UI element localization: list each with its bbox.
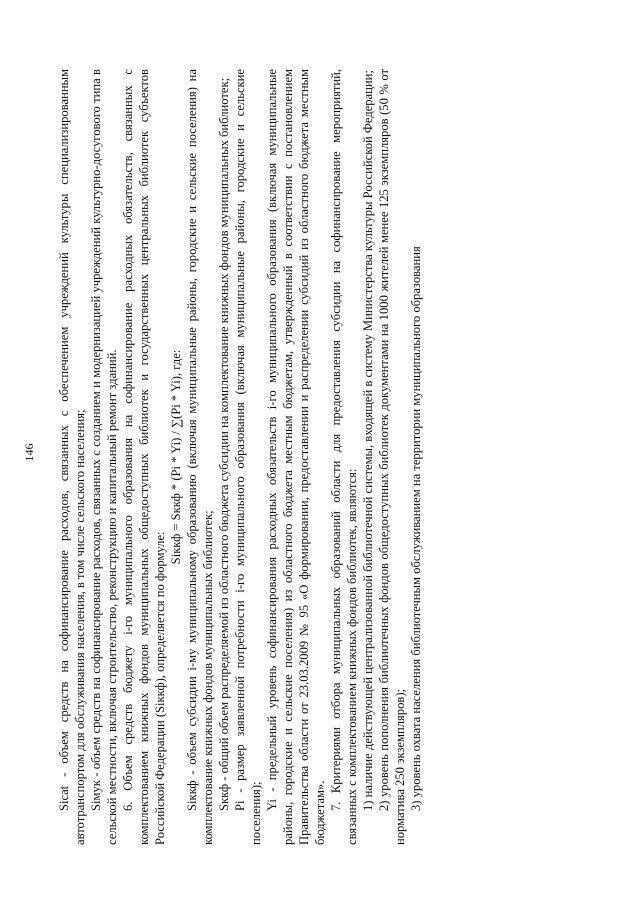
paragraph-pi-definition: Pi - размер заявленной потребности i-го муниципального образования (включая муниципальные районы, городские и сельские поселения); [233, 69, 263, 845]
criterion-3: 3) уровень охвата населения библиотечным обслуживанием на территории муниципального образования [409, 246, 423, 811]
page-number: 146 [22, 443, 36, 462]
document-body [56, 69, 424, 845]
criterion-1: 1) наличие действующей централизованной библиотечной системы, входящей в систему Министерства культуры Российской Федерации; [361, 70, 375, 811]
formula: Siккф = Sккф * (Pi * Yi) / ∑(Pi * Yi), где: [169, 349, 183, 565]
paragraph-sicat: Sicat - объем средств на софинансирование расходов, связанных с обеспечением учреждений культуры специализированным автотранспортом для обслуживания населения, в том числе сельского населения; [57, 69, 87, 845]
paragraph-skkf-definition: Sккф - общий объем распределяемой из областного бюджета субсидии на комплектование книжных фондов муниципальных библиотек; [217, 77, 231, 811]
paragraph-simuk: Siмук - объем средств на софинансирование расходов, связанных с созданием и модернизацией учреждений культурно-досугового типа в сельской местности, включая строительство, реконструкцию и капитальный ремонт зданий. [89, 69, 119, 845]
paragraph-item-6: 6. Объем средств бюджету i-го муниципального образования на софинансирование расходных обязательств, связанных с комплектованием книжных фондов муниципальных общедоступных библиотек и государственных центральных библиотек субъектов Российской Федерации (Siккф), определяется по формуле: [121, 69, 167, 845]
criterion-2: 2) уровень пополнения библиотечных фондов общедоступных библиотек документами на 1000 жителей менее 125 экземпляров (50 % от норматива 250 экземпляров); [377, 69, 407, 845]
paragraph-sikkf-definition: Siккф - объем субсидии i-му муниципальному образованию (включая муниципальные районы, городские и сельские поселения) на комплектование книжных фондов муниципальных библиотек; [185, 69, 215, 845]
paragraph-item-7: 7. Критериями отбора муниципальных образований области для предоставления субсидии на софинансирование мероприятий, связанных с комплектованием книжных фондов библиотек, являются: [329, 69, 359, 845]
paragraph-yi-definition: Yi - предельный уровень софинансирования расходных обязательств i-го муниципального образования (включая муниципальные районы, городские и сельские поселения) из областного бюджета местным бюджетам, утвержденный в соответствии с постановлением Правительства области от 23.03.2009 № 95 «О формировании, предоставлении и распределении субсидий из областного бюджета местным бюджетам». [265, 69, 327, 845]
